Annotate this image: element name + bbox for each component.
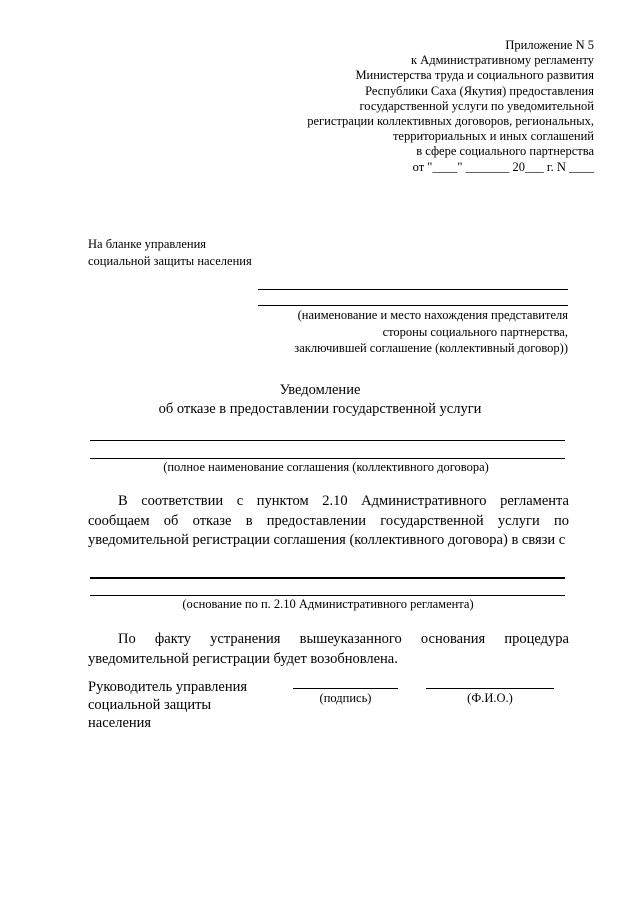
recipient-caption-line: заключившей соглашение (коллективный договор))	[294, 341, 568, 355]
name-line	[426, 688, 554, 689]
agreement-fill-line	[90, 458, 565, 459]
signature-line	[293, 688, 398, 689]
signatory-title-line: социальной защиты	[88, 697, 212, 713]
signature-caption: (подпись)	[319, 691, 372, 705]
appendix-line: Министерства труда и социального развития	[355, 68, 594, 83]
appendix-line: территориальных и иных соглашений	[392, 129, 594, 144]
recipient-fill-line	[258, 289, 568, 290]
refusal-paragraph: В соответствии с пунктом 2.10 Административного регламента сообщаем об отказе в предоставлении государственной услуги по уведомительной регистрации соглашения (коллективного договора) в связи с	[88, 493, 569, 548]
recipient-caption	[248, 307, 568, 357]
letterhead-note	[88, 236, 252, 270]
resume-paragraph: По факту устранения вышеуказанного основания процедура уведомительной регистрации будет возобновлена.	[88, 631, 569, 667]
appendix-line: в сфере социального партнерства	[416, 144, 594, 159]
letterhead-line: На бланке управления	[88, 237, 207, 251]
name-caption: (Ф.И.О.)	[467, 691, 513, 705]
signatory-title-line: населения	[88, 715, 152, 731]
agreement-caption: (полное наименование соглашения (коллективного договора)	[163, 460, 489, 474]
basis-fill-line	[90, 577, 565, 579]
recipient-fill-line	[258, 305, 568, 306]
document-title	[0, 381, 640, 419]
appendix-line: государственной услуги по уведомительной	[359, 98, 594, 113]
appendix-header	[234, 38, 594, 175]
basis-fill-line	[90, 595, 565, 596]
appendix-line: Республики Саха (Якутия) предоставления	[365, 83, 594, 98]
appendix-line: к Административному регламенту	[410, 53, 594, 68]
title-line: Уведомление	[279, 382, 361, 398]
basis-caption: (основание по п. 2.10 Административного регламента)	[182, 597, 474, 611]
appendix-date-line: от "____" _______ 20___ г. N ____	[412, 159, 594, 174]
recipient-caption-line: (наименование и место нахождения представителя	[297, 308, 568, 322]
agreement-fill-line	[90, 440, 565, 441]
signatory-title-line: Руководитель управления	[88, 679, 248, 695]
appendix-line: регистрации коллективных договоров, региональных,	[307, 114, 594, 129]
signatory-title	[88, 678, 268, 732]
subtitle-line: об отказе в предоставлении государственной услуги	[158, 401, 482, 417]
letterhead-line: социальной защиты населения	[88, 254, 252, 268]
recipient-caption-line: стороны социального партнерства,	[382, 324, 568, 339]
appendix-line: Приложение N 5	[505, 38, 594, 52]
